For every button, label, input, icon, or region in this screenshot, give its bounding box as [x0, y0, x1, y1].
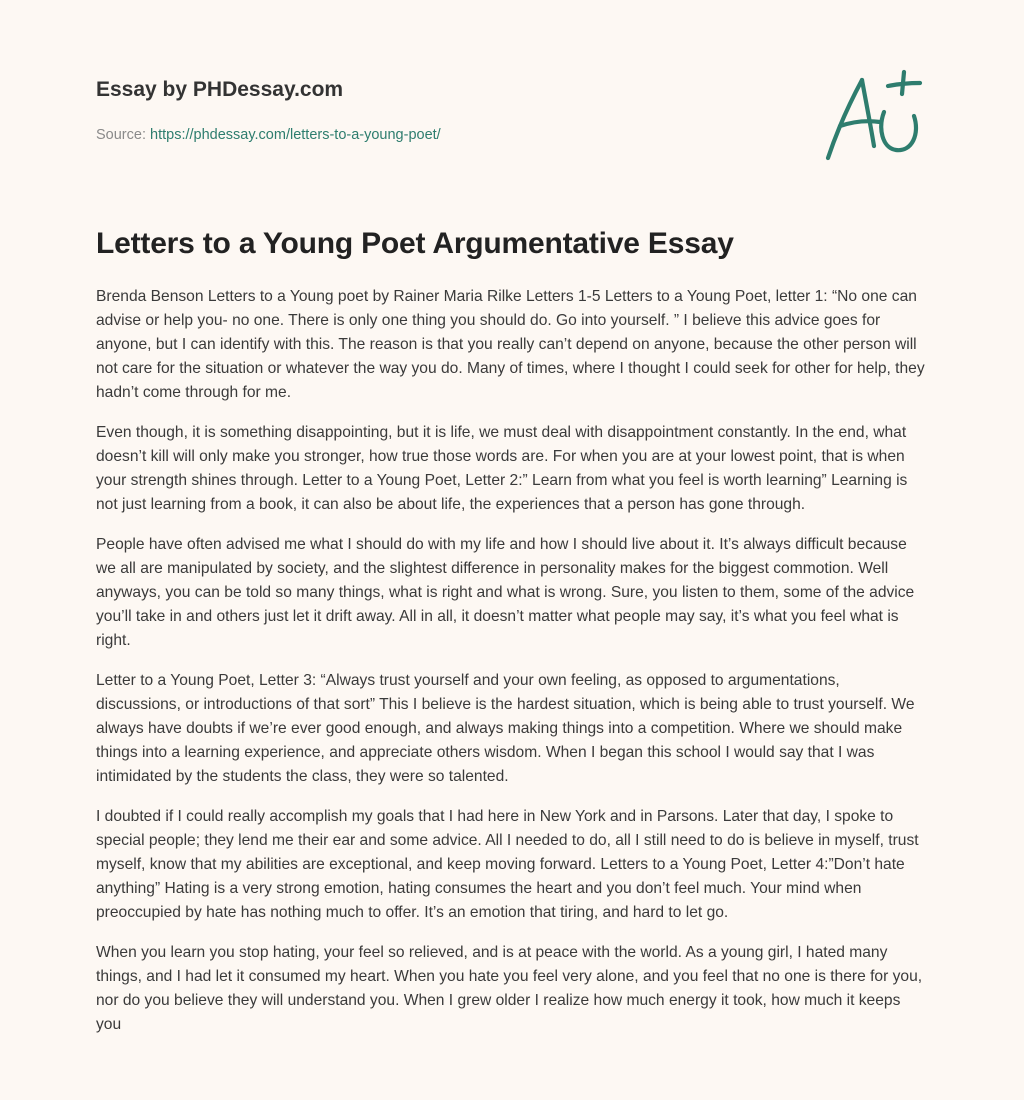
article-title: Letters to a Young Poet Argumentative Essay — [96, 227, 734, 260]
paragraph: People have often advised me what I should do with my life and how I should live about it. It’s always difficult because we all are manipulated by society, and the slightest difference in personality makes for the biggest commotion. Well anyways, you can be told so many things, what is right and what is wrong. Sure, you listen to them, some of the advice you’ll take in and others just let it drift away. All in all, it doesn’t matter what people may say, it’s what you feel what is right. — [96, 536, 915, 649]
source-label: Source: — [96, 127, 146, 143]
article-body — [96, 285, 928, 1053]
a-plus-logo-icon — [822, 68, 926, 164]
source-link[interactable]: https://phdessay.com/letters-to-a-young-poet/ — [150, 127, 441, 143]
page-header — [96, 76, 796, 145]
site-brand: Essay by PHDessay.com — [96, 78, 344, 101]
paragraph: When you learn you stop hating, your feel so relieved, and is at peace with the world. As a young girl, I hated many things, and I had let it consumed my heart. When you hate you feel very alone, and you feel that no one is there for you, nor do you believe they will understand you. When I grew older I realize how much energy it took, how much it keeps you — [96, 944, 923, 1033]
paragraph: Even though, it is something disappointing, but it is life, we must deal with disappointment constantly. In the end, what doesn’t kill will only make you stronger, how true those words are. For when you are at your lowest point, that is when your strength shines through. Letter to a Young Poet, Letter 2:” Learn from what you feel is worth learning” Learning is not just learning from a book, it can also be about life, the experiences that a person has gone through. — [96, 424, 908, 513]
source-line — [96, 125, 796, 145]
paragraph: I doubted if I could really accomplish my goals that I had here in New York and in Parsons. Later that day, I spoke to special people; they lend me their ear and some advice. All I needed to do, all I still need to do is believe in myself, trust myself, know that my abilities are exceptional, and keep moving forward. Letters to a Young Poet, Letter 4:”Don’t hate anything” Hating is a very strong emotion, hating consumes the heart and you don’t feel much. Your mind when preoccupied by hate has nothing much to offer. It’s an emotion that tiring, and hard to let go. — [96, 808, 919, 921]
paragraph: Letter to a Young Poet, Letter 3: “Always trust yourself and your own feeling, as opposed to argumentations, discussions, or introductions of that sort” This I believe is the hardest situation, which is being able to trust yourself. We always have doubts if we’re ever good enough, and always making things into a competition. Where we should make things into a learning experience, and appreciate others wisdom. When I began this school I would say that I was intimidated by the students the class, they were so talented. — [96, 672, 915, 785]
paragraph: Brenda Benson Letters to a Young poet by Rainer Maria Rilke Letters 1-5 Letters to a Young Poet, letter 1: “No one can advise or help you- no one. There is only one thing you should do. Go into yourself. ” I believe this advice goes for anyone, but I can identify with this. The reason is that you really can’t depend on anyone, because the other person will not care for the situation or whatever the way you do. Many of times, where I thought I could seek for other for help, they hadn’t come through for me. — [96, 288, 925, 401]
